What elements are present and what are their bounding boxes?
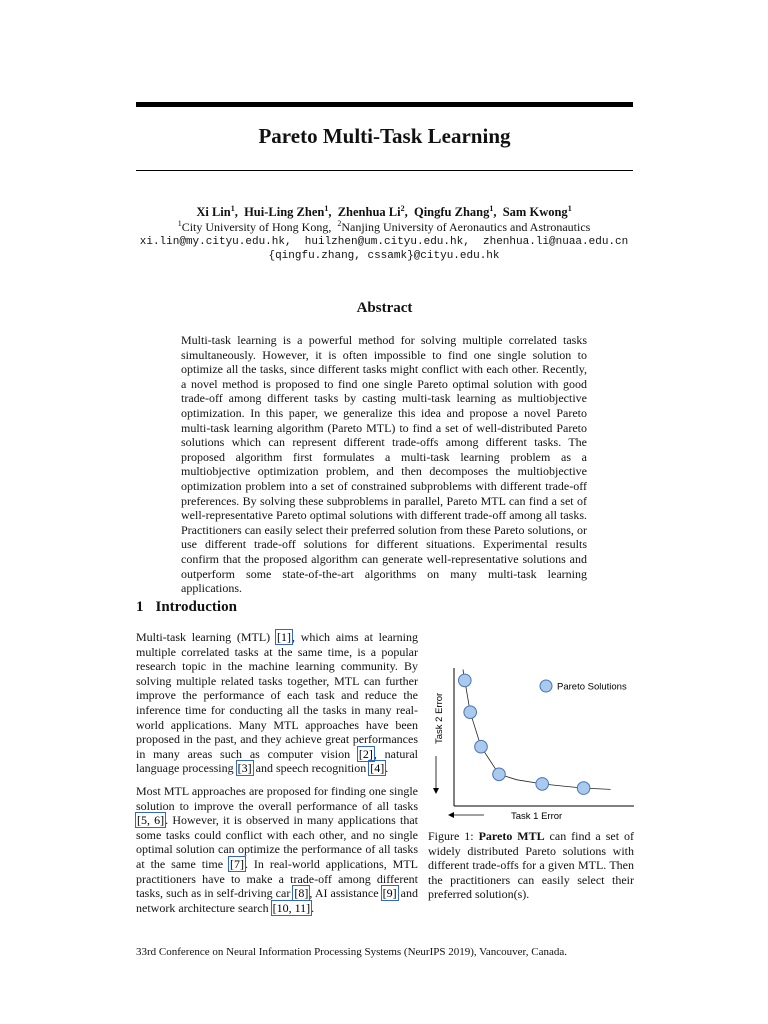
section-number: 1 — [136, 599, 144, 615]
conference-footnote: 33rd Conference on Neural Information Processing Systems (NeurIPS 2019), Vancouver, Canada. — [136, 946, 568, 958]
section-title: Introduction — [155, 599, 237, 615]
paragraph-text: Most MTL approaches are proposed for finding one single solution to improve the overall performance of all tasks — [136, 784, 418, 813]
paragraph-text: , which aims at learning multiple correlated tasks at the same time, is a popular research topic in the machine learning community. By solving multiple related tasks together, MTL can further improve the performance of each task and reduce the inference time for conducting all the tasks in many real-world applications. Many MTL approaches have been proposed in the past, and they achieve great performances in many areas such as computer vision — [136, 630, 419, 761]
citation-link[interactable]: [4] — [370, 761, 385, 776]
x-axis-arrow-head — [448, 812, 454, 818]
paragraph-text: , natural language processing — [136, 746, 418, 776]
affiliation-number: 1 — [177, 219, 182, 228]
author-affiliation-mark: 1 — [489, 203, 494, 213]
paper-title: Pareto Multi-Task Learning — [258, 124, 511, 148]
pareto-solution-point — [577, 782, 590, 795]
paragraph-text: and network architecture search — [136, 886, 419, 915]
intro-paragraph-1 — [136, 630, 418, 776]
affiliation-text: Nanjing University of Aeronautics and Astronautics — [341, 220, 591, 234]
y-axis-arrow-head — [433, 788, 439, 794]
author-name: Qingfu Zhang — [413, 205, 490, 219]
paragraph-text: . In real-world applications, MTL practitioners have to make a trade-off among different tasks, such as in self-driving car — [136, 856, 418, 901]
title-rule — [136, 170, 633, 171]
citation-link[interactable]: [5, 6] — [137, 813, 165, 828]
pareto-solution-point — [459, 674, 472, 687]
section-heading — [136, 599, 237, 616]
paragraph-text: . — [385, 761, 389, 776]
paragraph-text: and speech recognition — [252, 761, 370, 776]
author-affiliation-mark: 1 — [230, 203, 235, 213]
citation-link[interactable]: [2] — [358, 746, 373, 761]
top-rule — [136, 102, 633, 107]
author-name: Hui-Ling Zhen — [244, 205, 325, 219]
affiliation-text: City University of Hong Kong, — [181, 220, 332, 234]
pareto-solution-point — [493, 768, 506, 781]
intro-paragraph-2 — [136, 784, 418, 915]
citation-link[interactable]: [8] — [294, 886, 309, 901]
author-affiliation-mark: 2 — [400, 203, 405, 213]
author-name: Sam Kwong — [502, 205, 568, 219]
affiliations — [100, 220, 668, 235]
abstract-heading: Abstract — [356, 300, 413, 316]
paragraph-text: . — [311, 900, 315, 915]
pareto-solution-point — [475, 740, 488, 753]
legend-marker — [540, 680, 552, 692]
pareto-solution-point — [536, 778, 549, 791]
email-line-1: xi.lin@my.cityu.edu.hk, huilzhen@um.cityu.edu.hk, zhenhua.li@nuaa.edu.cn — [139, 236, 629, 248]
legend-label: Pareto Solutions — [557, 681, 627, 693]
paragraph-text: , AI assistance — [309, 886, 382, 901]
y-axis-label: Task 2 Error — [434, 692, 445, 744]
author-affiliation-mark: 1 — [567, 203, 572, 213]
affiliation-number: 2 — [337, 219, 342, 228]
email-line-2: {qingfu.zhang, cssamk}@cityu.edu.hk — [268, 250, 500, 262]
author-affiliation-mark: 1 — [324, 203, 329, 213]
author-name: Zhenhua Li — [337, 205, 401, 219]
figure-pareto-chart — [428, 664, 638, 824]
caption-rest: can find a set of widely distributed Pareto solutions with different trade-offs for a given MTL. Then the practitioners can easily select their preferred solution(s). — [428, 829, 634, 902]
caption-bold: Pareto MTL — [478, 829, 545, 843]
paragraph-text: Multi-task learning (MTL) — [136, 630, 276, 644]
paragraph-text: . However, it is observed in many applications that some tasks could conflict with each other, and no single optimal solution can optimize the performance of all tasks at the same time — [136, 813, 418, 871]
citation-link[interactable]: [3] — [237, 761, 252, 776]
caption-prefix: Figure 1: — [428, 829, 479, 843]
citation-link[interactable]: [9] — [382, 886, 397, 901]
citation-link[interactable]: [1] — [276, 630, 291, 644]
author-name: Xi Lin — [196, 205, 231, 219]
abstract-text: Multi-task learning is a powerful method for solving multiple correlated tasks simultaneously. However, it is often impossible to find one single solution to optimize all the tasks, since different tasks might conflict with each other. Recently, a novel method is proposed to find one single Pareto optimal solution with good trade-off among different tasks by casting multi-task learning as multiobjective optimization. In this paper, we generalize this idea and propose a novel Pareto multi-task learning algorithm (Pareto MTL) to find a set of well-distributed Pareto solutions which can represent different trade-offs among different tasks. The proposed algorithm first formulates a multi-task learning problem as a multiobjective optimization problem, and then decomposes the multiobjective optimization problem into a set of constrained subproblems with different trade-off preferences. By solving these subproblems in parallel, Pareto MTL can find a set of well-representative Pareto optimal solutions with different trade-off among all tasks. Practitioners can easily select their preferred solution from these Pareto solutions, or use different trade-off solutions for different situations. Experimental results confirm that the proposed algorithm can generate well-representative solutions and outperform some state-of-the-art algorithms on many multi-task learning applications. — [181, 333, 587, 596]
citation-link[interactable]: [10, 11] — [272, 900, 311, 915]
citation-link[interactable]: [7] — [230, 856, 244, 871]
pareto-solution-point — [464, 706, 477, 719]
x-axis-label: Task 1 Error — [511, 811, 563, 822]
author-list: Xi Lin$^1$, Hui-Ling Zhen$^1$, Zhenhua Li$^2$, Qingfu Zhang$^1$, Sam Kwong$^1$ — [196, 203, 572, 219]
figure-caption — [428, 829, 634, 902]
